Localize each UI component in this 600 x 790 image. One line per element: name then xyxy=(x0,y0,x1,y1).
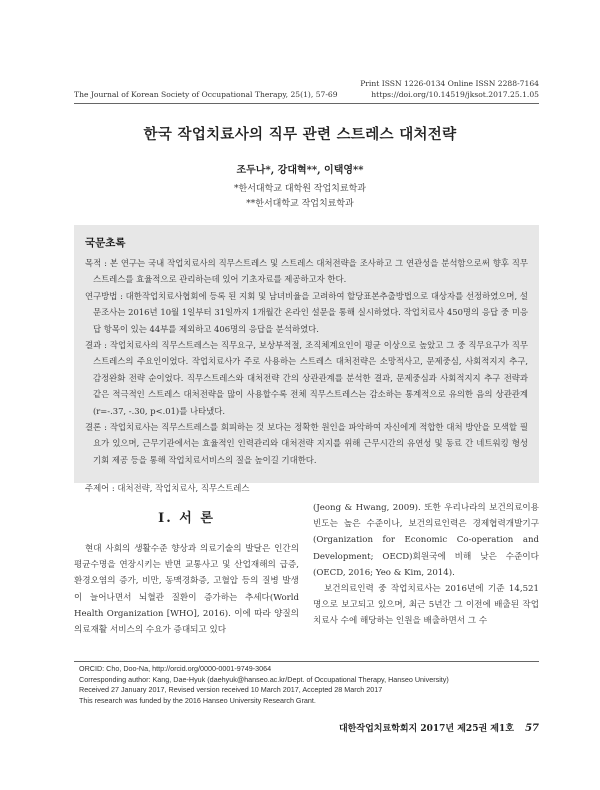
abstract-methods: 연구방법 : 대한작업치료사협회에 등록 된 지회 및 남녀비율을 고려하여 할당표본추출방법으로 대상자를 선정하였으며, 설문조사는 2016년 10월 1일부터 31일까지 1개월간 온라인 설문을 통해 실시하였다. 작업치료사 450명의 응답 중 미응답 항목이 있는 44부를 제외하고 406명의 응답을 분석하였다. xyxy=(85,290,528,334)
footnote-corresponding-author: Corresponding author: Kang, Dae-Hyuk (daehyuk@hanseo.ac.kr/Dept. of Occupational Therapy, Hanseo University) xyxy=(79,674,449,684)
abstract-conclusion: 결론 : 작업치료사는 직무스트레스를 회피하는 것 보다는 정확한 원인을 파악하여 자신에게 적합한 대처 방안을 모색할 필요가 있으며, 근무기관에서는 효율적인 인력관리와 대처전략 지지를 위해 근무시간의 유연성 및 동료 간 네트워킹 형성 기회 제공 등을 통해 작업치료서비스의 질을 높이길 기대한다. xyxy=(85,422,528,465)
affiliation-2: **한서대학교 작업치료학과 xyxy=(246,199,354,209)
abstract-keywords: 주제어 : 대처전략, 작업치료사, 직무스트레스 xyxy=(85,483,250,494)
doi-link[interactable]: https://doi.org/10.14519/jksot.2017.25.1.05 xyxy=(371,90,539,99)
body-paragraph-right-1: (Jeong & Hwang, 2009). 또한 우리나라의 보건의료이용 빈도는 높은 수준이나, 보건의료인력은 경제협력개발기구(Organization for Economic Co-operation and Development; OECD)회원국에 비해 낮은 수준이다(OECD, 2016; Yeo & Kim, 2014). xyxy=(313,503,539,578)
section-heading-introduction: Ⅰ. 서 론 xyxy=(158,511,215,526)
footnote-divider xyxy=(74,661,539,662)
page-number: 57 xyxy=(525,723,539,734)
body-paragraph-left: 현대 사회의 생활수준 향상과 의료기술의 발달은 인간의 평균수명을 연장시키는 반면 교통사고 및 산업재해의 급증, 환경오염의 증가, 비만, 동맥경화증, 고혈압 등의 질병 발생이 늘어나면서 뇌혈관 질환이 증가하는 추세다(World Health Organization [WHO], 2016). 이에 따라 양질의 의료재활 서비스의 수요가 증대되고 있다 xyxy=(74,544,299,636)
body-column-right xyxy=(313,500,539,630)
abstract-heading: 국문초록 xyxy=(85,237,126,249)
issn-line: Print ISSN 1226-0134 Online ISSN 2288-7164 xyxy=(360,79,539,88)
body-paragraph-right-2: 보건의료인력 중 작업치료사는 2016년에 기준 14,521명으로 보고되고 있으며, 최근 5년간 그 이전에 배출된 작업치료사 수에 해당하는 인원을 배출하면서 그 수 xyxy=(313,584,539,627)
footnote-funding: This research was funded by the 2016 Hanseo University Research Grant. xyxy=(79,695,316,705)
journal-citation: The Journal of Korean Society of Occupational Therapy, 25(1), 57-69 xyxy=(74,90,338,99)
abstract-box xyxy=(74,225,539,494)
abstract-purpose: 목적 : 본 연구는 국내 작업치료사의 직무스트레스 및 스트레스 대처전략을 조사하고 그 연관성을 분석함으로써 향후 직무스트레스를 효율적으로 관리하는데 있어 기초자료를 제공하고자 한다. xyxy=(85,258,528,285)
footnotes xyxy=(79,664,449,706)
article-title: 한국 작업치료사의 직무 관련 스트레스 대처전략 xyxy=(143,126,457,143)
page-footer xyxy=(339,721,539,734)
header-divider xyxy=(74,103,539,104)
author-list: 조두나*, 강대혁**, 이택영** xyxy=(236,165,364,176)
footnote-received-dates: Received 27 January 2017, Revised version received 10 March 2017, Accepted 28 March 2017 xyxy=(79,685,383,695)
abstract-results: 결과 : 작업치료사의 직무스트레스는 직무요구, 보상부적절, 조직체계요인이 평균 이상으로 높았고 그 중 직무요구가 직무스트레스의 주요인이었다. 작업치료사가 주로 사용하는 스트레스 대처전략은 소망적사고, 문제중심, 사회적지지 추구, 감정완화 전략 순이었다. 직무스트레스와 대처전략 간의 상관관계를 분석한 결과, 문제중심과 사회적지지 추구 전략과 같은 적극적인 스트레스 대처전략을 많이 사용할수록 전체 직무스트레스는 감소하는 통계적으로 유의한 음의 상관관계(r=-.37, -.30, p<.01)를 나타냈다. xyxy=(85,340,528,416)
footnote-orcid: ORCID: Cho, Doo-Na, http://orcid.org/0000-0001-9749-3064 xyxy=(79,664,272,673)
affiliation-1: *한서대학교 대학원 작업치료학과 xyxy=(234,184,366,194)
footer-journal-issue: 대한작업치료학회지 2017년 제25권 제1호 xyxy=(338,724,514,734)
